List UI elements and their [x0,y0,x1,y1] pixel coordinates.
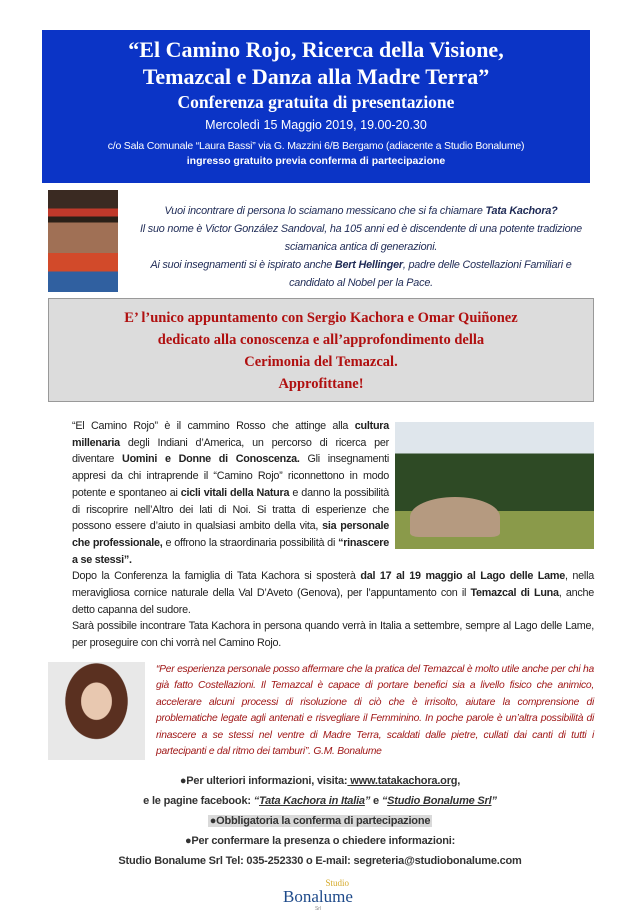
callout-line: dedicato alla conoscenza e all’approfondimento della [157,332,485,348]
confirm-note: ●Per confermare la presenza o chiedere informazioni: [184,834,456,847]
quote-section [42,662,594,761]
subtitle: Conferenza gratuita di presentazione [177,92,455,112]
intro-line: Vuoi incontrare di persona lo sciamano messicano che si fa chiamare [164,205,486,217]
mandatory-note: ●Obbligatoria la conferma di partecipazione [209,814,431,827]
intro-line: Il suo nome è Victor González Sandoval, ha 105 anni ed è discendente di una potente tradizione sciamanica antica di generazioni. [140,223,582,253]
title-line-1: “El Camino Rojo, Ricerca della Visione, [128,37,504,62]
contact-line: Studio Bonalume Srl Tel: 035-252330 o E-mail: segreteria@studiobonalume.com [118,854,522,867]
intro-section [42,190,594,292]
entry-note: ingresso gratuito previa conferma di partecipazione [186,155,446,167]
bonalume-photo [48,662,145,760]
shaman-photo [48,190,118,292]
title-line-2: Temazcal e Danza alla Madre Terra” [142,64,490,89]
body-paragraph-2: Dopo la Conferenza la famiglia di Tata Kachora si sposterà dal 17 al 19 maggio al Lago delle Lame, nella meravigliosa cornice naturale della Val D’Aveto (Genova), per l’appuntamento con il Temazcal di Luna, anche detto capanna del sudore. [72,570,594,616]
callout-line: E’ l’unico appuntamento con Sergio Kachora e Omar Quiñonez [124,310,518,326]
testimonial-quote: “Per esperienza personale posso affermare che la pratica del Temazcal è molto utile anche per chi ha già fatto Costellazioni. Il Temazcal è capace di portare benefici sia a livello fisico che animico, accelerare alcuni processi di risoluzione di ciò che è irrisolto, aiutare la comprensione di problematiche legate agli antenati e risvegliare il Femminino. In poche parole è un’altra possibilità di rinascere a se stessi nel ventre di Madre Terra, scaldati dalle pietre, cullati dai canti di tutti i partecipanti e dal ritmo dei tamburi”. G.M. Bonalume [156,663,594,758]
facebook-link-studio[interactable]: Studio Bonalume Srl [387,794,492,807]
body-paragraph-3: Sarà possibile incontrare Tata Kachora in persona quando verrà in Italia a settembre, sempre al Lago delle Lame, per proseguire con chi vorrà nel Camino Rojo. [72,620,594,650]
callout-line: Cerimonia del Temazcal. [244,354,398,370]
callout-line: Approfittane! [278,376,364,392]
footer-info: ●Per ulteriori informazioni, visita: www.tatakachora.org, e le pagine facebook: “Tata Kachora in Italia” e “Studio Bonalume Srl” ●Obbligatoria la conferma di partecipazione ●Per confermare la presenza o chiedere informazioni: Studio Bonalume Srl Tel: 035-252330 o E-mail: segreteria@studiobonalume.com [42,771,598,871]
venue: c/o Sala Comunale “Laura Bassi” via G. Mazzini 6/B Bergamo (adiacente a Studio Bonalume) [107,140,525,152]
intro-text [128,202,594,292]
body-paragraph-1: “El Camino Rojo” è il cammino Rosso che attinge alla cultura millenaria degli Indiani d’America, un percorso di ricerca per diventare Uomini e Donne di Conoscenza. Gli insegnamenti appresi da chi intraprende il “Camino Rojo” riconnettono in modo potente e spontaneo ai cicli vitali della Natura e danno la possibilità di riscoprire nell’Altro dei lati di Noi. Si tratta di esperienze che possono essere d’aiuto in qualsiasi ambito della vita, sia personale che professionale, e offrono la straordinaria possibilità di “rinascere a se stessi”. [72,420,390,566]
intro-bold: Bert Hellinger [334,259,403,271]
intro-line: Ai suoi insegnamenti si è ispirato anche [150,259,335,271]
temazcal-photo [395,422,594,549]
website-link[interactable]: www.tatakachora.org [347,774,458,787]
facebook-link-tata[interactable]: Tata Kachora in Italia [259,794,365,807]
sweat-lodge-shape [410,497,500,537]
intro-line: , padre delle Costellazioni Familiari e candidato al Nobel per la Pace. [289,259,572,289]
studio-bonalume-logo: Studio Bonalume Srl [283,877,353,912]
header-banner [42,30,590,183]
body-section [42,418,594,652]
callout-box [48,298,594,402]
intro-bold: Tata Kachora? [485,205,558,217]
event-date: Mercoledì 15 Maggio 2019, 19.00-20.30 [205,118,427,132]
